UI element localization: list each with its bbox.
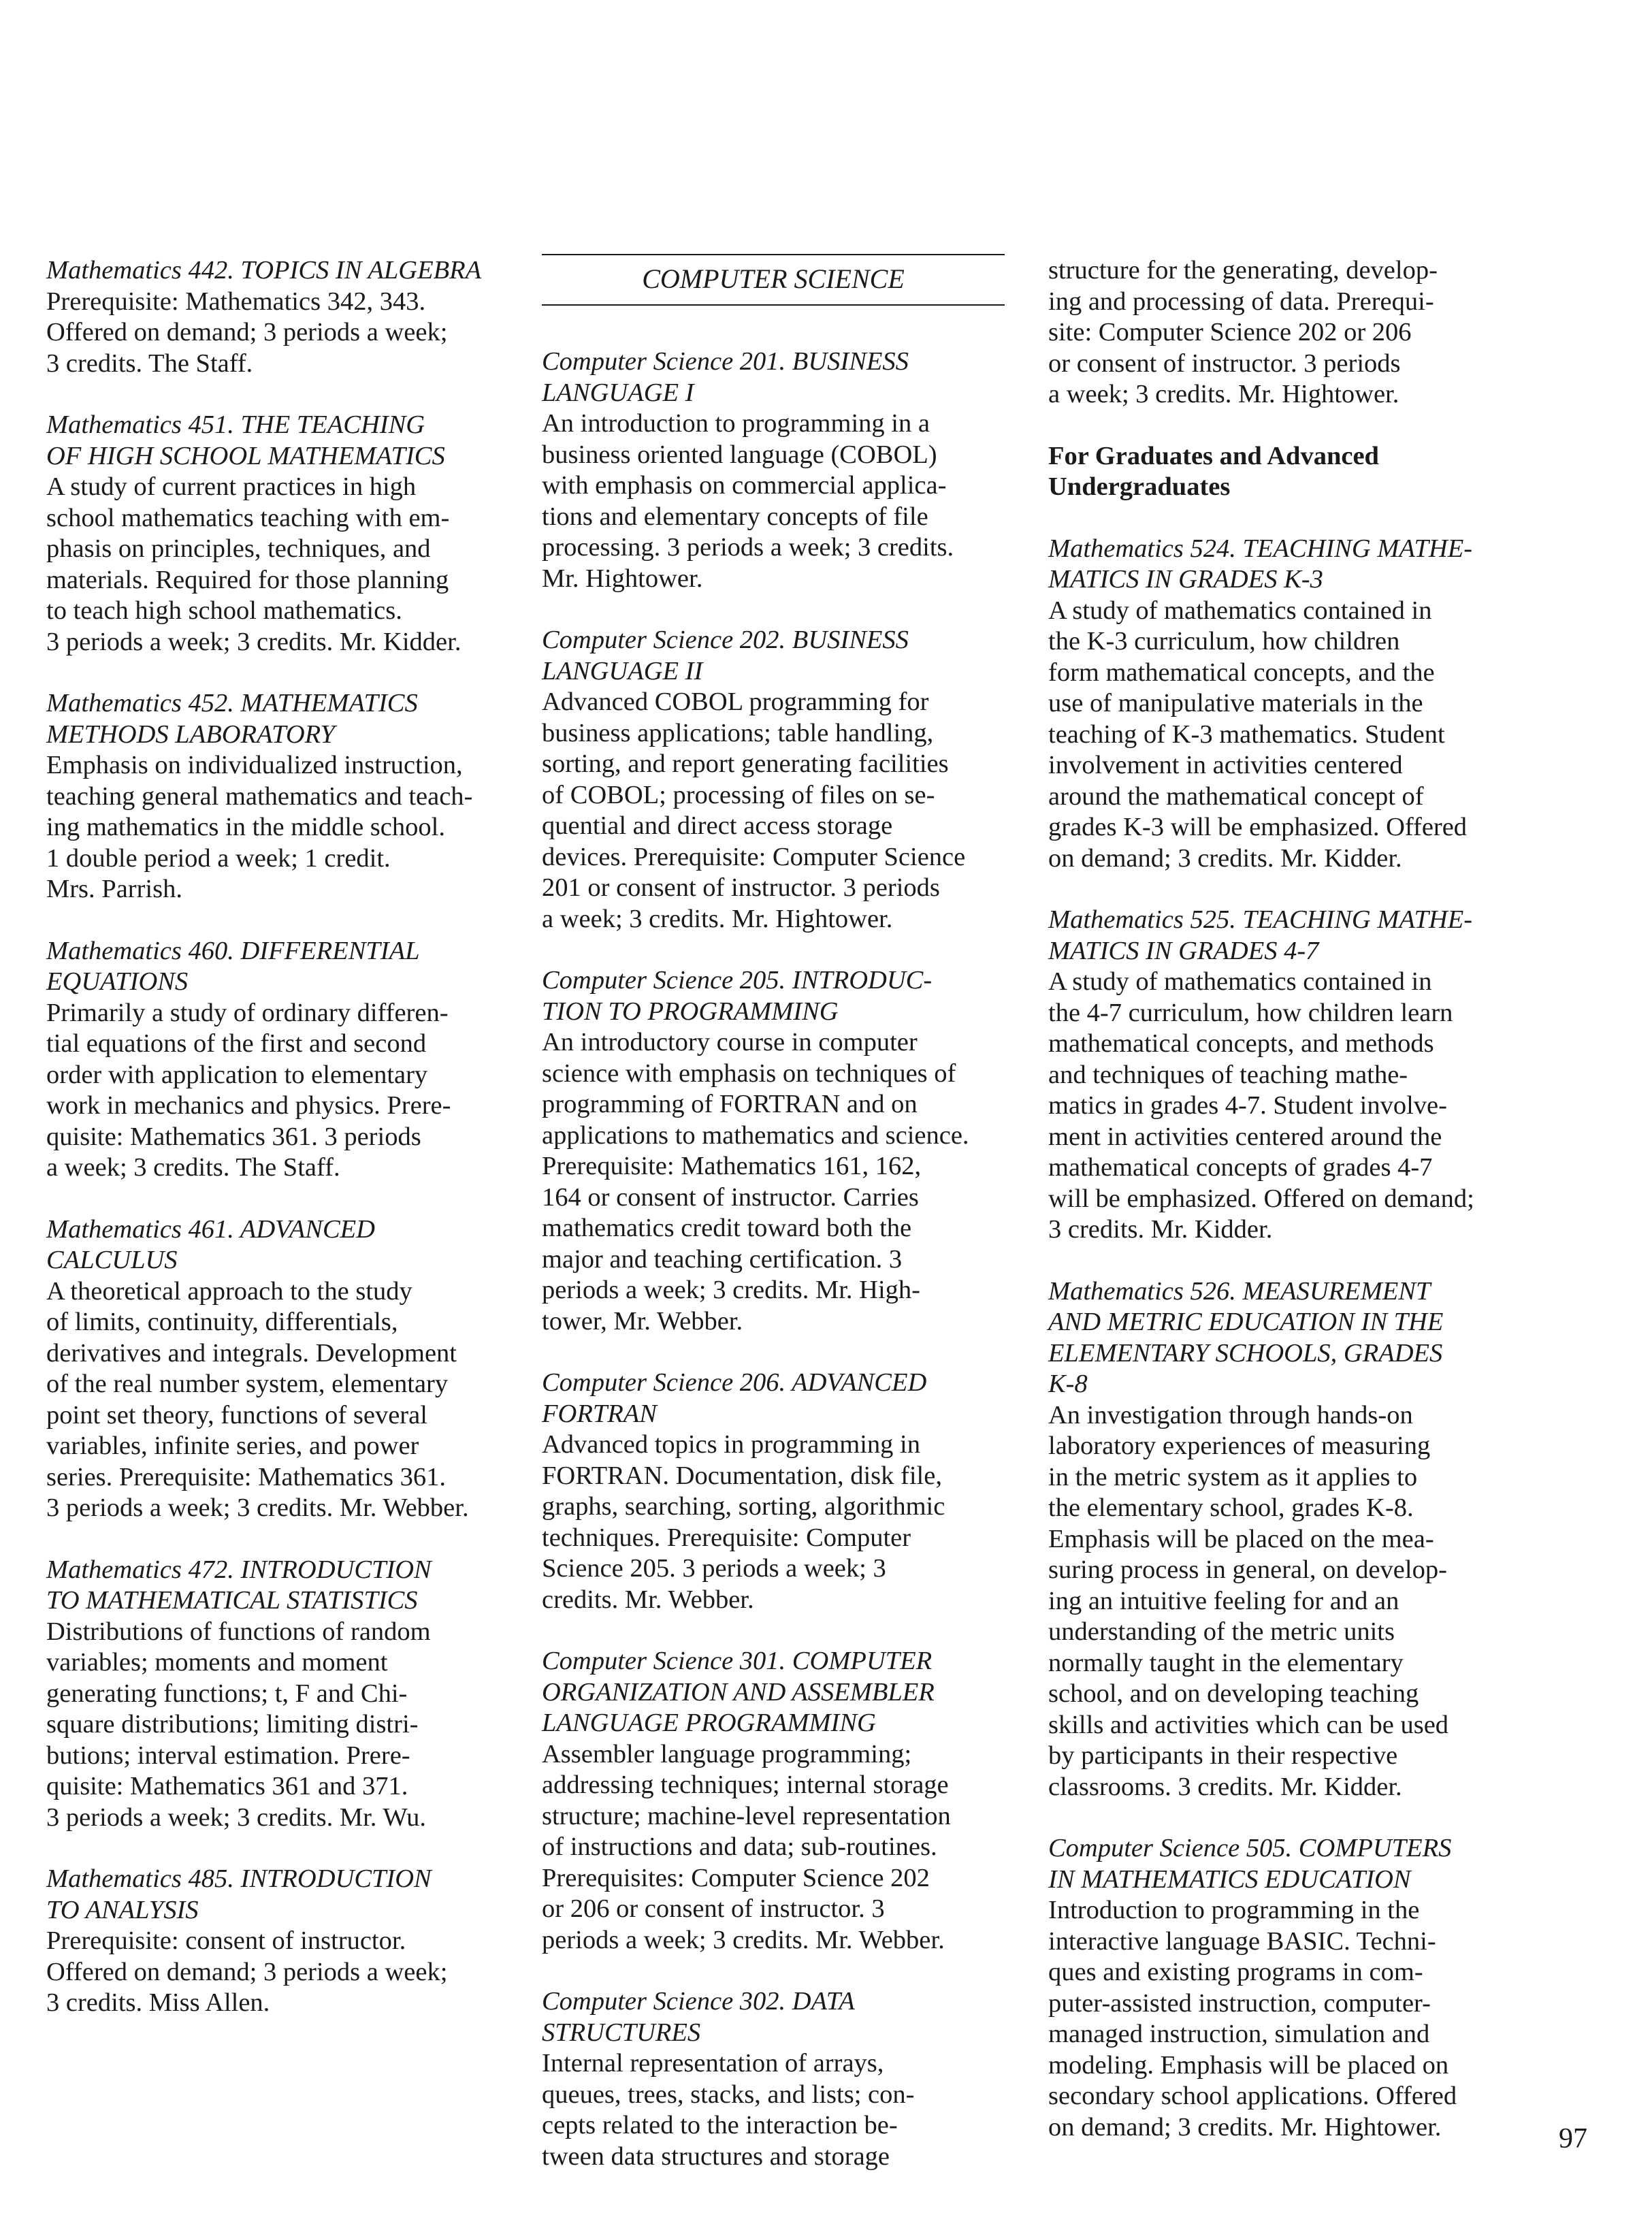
course-title: Mathematics 460. DIFFERENTIAL EQUATIONS [46,936,420,996]
course-title: Computer Science 206. ADVANCED FORTRAN [542,1368,927,1428]
course-entry [46,936,523,1184]
course-description: An introductory course in computer science with emphasis on techniques of programming of FORTRAN and on applications to mathematics and science. Prerequisite: Mathematics 161, 162, 164 or consent of instructor. Carries mathematics credit toward both the major and teaching certification. 3 periods a week; 3 credits. Mr. High- tower, Mr. Webber. [542,1028,969,1336]
course-entry [1048,1833,1528,2143]
course-entry [542,965,1022,1337]
course-title: Mathematics 485. INTRODUCTION TO ANALYSIS [46,1864,432,1924]
course-description: Internal representation of arrays, queues, trees, stacks, and lists; con- cepts related to the interaction be- tween data structures and storage [542,2049,915,2171]
continued-description: structure for the generating, develop- ing and processing of data. Prerequi- site: Computer Science 202 or 206 or consent of instructor. 3 periods a week; 3 credits. Mr. Hightower. [1048,256,1438,408]
course-entry [1048,534,1528,875]
course-entry [542,1368,1022,1615]
course-title: Computer Science 505. COMPUTERS IN MATHEMATICS EDUCATION [1048,1834,1452,1894]
course-entry [46,410,523,658]
course-description: Emphasis on individualized instruction, teaching general mathematics and teach- ing mathematics in the middle school. 1 double period a week; 1 credit. Mrs. Parrish. [46,751,473,903]
section-heading: COMPUTER SCIENCE [542,254,1005,306]
course-title: Mathematics 524. TEACHING MATHE- MATICS IN GRADES K-3 [1048,534,1473,594]
course-entry [542,1986,1022,2172]
course-title: Mathematics 526. MEASUREMENT AND METRIC EDUCATION IN THE ELEMENTARY SCHOOLS, GRADES K-8 [1048,1276,1444,1398]
course-description: Assembler language programming; addressing techniques; internal storage structure; machine-level representation of instructions and data; sub-routines. Prerequisites: Computer Science 202 or 206 or consent of instructor. 3 periods a week; 3 credits. Mr. Webber. [542,1739,951,1954]
course-description: Primarily a study of ordinary differen- tial equations of the first and second order with application to elementary work in mechanics and physics. Prere- quisite: Mathematics 361. 3 periods a week; 3 credits. The Staff. [46,998,451,1182]
course-title: Computer Science 205. INTRODUC- TION TO PROGRAMMING [542,966,933,1026]
course-entry [542,1646,1022,1956]
graduate-subheading: For Graduates and Advanced Undergraduates [1048,441,1379,501]
course-title: Mathematics 452. MATHEMATICS METHODS LABORATORY [46,689,418,749]
course-title: Mathematics 525. TEACHING MATHE- MATICS IN GRADES 4-7 [1048,905,1473,965]
column-3 [1048,255,1528,2174]
course-description: An investigation through hands-on laboratory experiences of measuring in the metric system as it applies to the elementary school, grades K-8. Emphasis will be placed on the mea- suring process in general, on develop- ing an intuitive feeling for and an understanding of the metric units normally taught in the elementary school, and on developing teaching skills and activities which can be used by participants in their respective classrooms. 3 credits. Mr. Kidder. [1048,1400,1449,1801]
course-description: Prerequisite: consent of instructor. Offered on demand; 3 periods a week; 3 credits. Miss Allen. [46,1926,448,2017]
course-description: A study of mathematics contained in the 4-7 curriculum, how children learn mathematical concepts, and methods and techniques of teaching mathe- matics in grades 4-7. Student involve- ment in activities centered around the mathematical concepts of grades 4-7 will be emphasized. Offered on demand; 3 credits. Mr. Kidder. [1048,967,1474,1244]
course-description: Introduction to programming in the interactive language BASIC. Techni- ques and existing programs in com- puter-assisted instruction, computer- managed instruction, simulation and modeling. Emphasis will be placed on secondary school applications. Offered on demand; 3 credits. Mr. Hightower. [1048,1896,1457,2142]
course-description: A study of current practices in high school mathematics teaching with em- phasis on principles, techniques, and materials. Required for those planning to teach high school mathematics. 3 periods a week; 3 credits. Mr. Kidder. [46,472,461,656]
course-title: Computer Science 202. BUSINESS LANGUAGE II [542,626,909,685]
course-description: An introduction to programming in a business oriented language (COBOL) with emphasis on commercial applica- tions and elementary concepts of file processing. 3 periods a week; 3 credits. Mr. Hightower. [542,409,954,593]
course-description: A theoretical approach to the study of limits, continuity, differentials, derivatives and integrals. Development of the real number system, elementary point set theory, functions of several variables, infinite series, and power series. Prerequisite: Mathematics 361. 3 periods a week; 3 credits. Mr. Webber. [46,1276,469,1522]
course-description: Distributions of functions of random variables; moments and moment generating functions; t, F and Chi- square distributions; limiting distri- butions; interval estimation. Prere- quisite: Mathematics 361 and 371. 3 periods a week; 3 credits. Mr. Wu. [46,1617,431,1832]
course-title: Computer Science 201. BUSINESS LANGUAGE I [542,347,909,407]
course-title: Mathematics 461. ADVANCED CALCULUS [46,1214,375,1274]
page-number: 97 [1559,2123,1587,2154]
course-entry [46,1555,523,1834]
course-entry [46,1214,523,1524]
course-entry [46,688,523,905]
course-description: Advanced topics in programming in FORTRAN. Documentation, disk file, graphs, searching, sorting, algorithmic techniques. Prerequisite: Computer Science 205. 3 periods a week; 3 credits. Mr. Webber. [542,1430,945,1614]
course-entry [46,1864,523,2019]
course-description: Advanced COBOL programming for business applications; table handling, sorting, and report generating facilities of COBOL; processing of files on se- quential and direct access storage devices. Prerequisite: Computer Science 201 or consent of instructor. 3 periods a week; 3 credits. Mr. Hightower. [542,688,966,933]
course-description: Prerequisite: Mathematics 342, 343. Offered on demand; 3 periods a week; 3 credits. The Staff. [46,287,448,378]
course-entry [542,625,1022,935]
column-2 [542,255,1022,2203]
course-title: Computer Science 301. COMPUTER ORGANIZATION AND ASSEMBLER LANGUAGE PROGRAMMING [542,1647,935,1737]
course-entry [1048,1276,1528,1803]
course-title: Mathematics 442. TOPICS IN ALGEBRA [46,256,482,285]
course-title: Mathematics 472. INTRODUCTION TO MATHEMATICAL STATISTICS [46,1555,432,1615]
course-entry [542,346,1022,594]
course-title: Mathematics 451. THE TEACHING OF HIGH SCHOOL MATHEMATICS [46,410,445,470]
course-entry [1048,905,1528,1246]
course-description: A study of mathematics contained in the K-3 curriculum, how children form mathematical concepts, and the use of manipulative materials in the teaching of K-3 mathematics. Student involvement in activities centered around the mathematical concept of grades K-3 will be emphasized. Offered on demand; 3 credits. Mr. Kidder. [1048,596,1468,873]
course-title: Computer Science 302. DATA STRUCTURES [542,1987,855,2047]
course-entry [46,255,523,379]
column-1 [46,255,523,2050]
